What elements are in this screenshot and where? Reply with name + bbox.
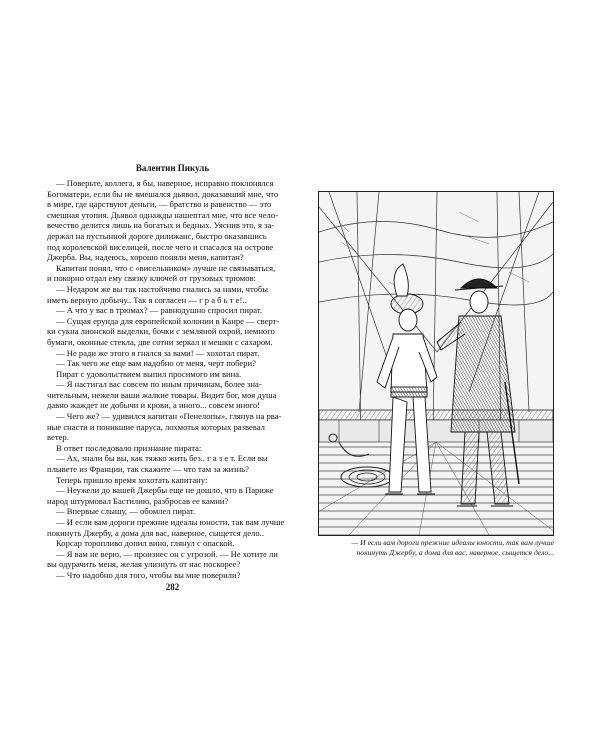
caption-line: покинуть Джербу, а дома для вас, наверное, сыщется дело... (356, 548, 554, 557)
text-line: Богоматери, если бы не вмешался дьявол, доказавший мне, что (47, 188, 279, 199)
text-line: покинуть Джербу, а дома для вас, наверное, сыщется дело.. (47, 527, 264, 538)
text-line: под королевской виселицей, после чего и спасался на острове (47, 241, 274, 252)
text-line: вечество делится лишь на богатых и бедных. Уяснив это, я за- (47, 220, 275, 231)
text-line: Джерба. Вы, надеюсь, хорошо поняли меня, капитан? (47, 252, 244, 263)
text-line: ки сукна лионской выделки, бочки с земляной охрой, немного (47, 326, 275, 337)
text-line: — Впервые слышу, — обомлел пират. (56, 506, 196, 517)
ship-deck-illustration (318, 191, 554, 536)
text-line: ные снасти и поникшие паруса, лохмотья которых развевал (47, 421, 265, 432)
body-text (47, 178, 298, 581)
text-line: ветер. (47, 432, 69, 443)
text-line: плывете из Франции, так скажите — что там за жизнь? (47, 464, 249, 475)
text-line: — Сущая ерунда для европейской колонии в Канре — сверт- (56, 315, 280, 326)
text-line: смешная утопия. Дьявол однажды нашептал мне, что все чело- (47, 209, 278, 220)
text-line: — Я настигал вас совсем по иным причинам, более зна- (56, 379, 262, 390)
text-line: и покорно отдал ему связку ключей от грузовых трюмов: (47, 273, 256, 284)
page-number: 282 (165, 582, 180, 592)
illustration-caption (318, 538, 554, 558)
text-line: — Что надобно для того, чтобы вы мне поверили? (56, 569, 241, 580)
text-line: Корсар торопливо допил вино, глянул с опаской. (56, 538, 235, 549)
running-head: Валентин Пикуль (135, 163, 210, 173)
text-line: — Не ради же этого я гнался за вами! — хохотал пират. (56, 347, 260, 358)
text-line: — Неужели до вашей Джербы еще не дошло, что в Париже (56, 485, 274, 496)
text-line: чительным, нежели ваши жалкие товары. Видит бог, моя душа (47, 389, 277, 400)
text-line: вы одурачить меня, желая улизнуть от нас поскорее? (47, 559, 241, 570)
text-line: — Чего же? — удивился капитан «Пенелопы», глянув на рва- (56, 411, 282, 422)
text-line: давно жаждет не добычи и крови, а иного... совсем иного! (47, 400, 261, 411)
text-line: в мире, где царствуют деньги, — братство и равенство — это (47, 199, 272, 210)
text-line: — Я вам не верю, — произнес он с угрозой. — Не хотите ли (56, 548, 278, 559)
text-line: — Поверьте, коллега, я бы, наверное, исправно поклонялся (56, 178, 274, 188)
text-line: — И если вам дороги прежние идеалы юности, так вам лучше (56, 517, 285, 527)
text-line: иметь верную добычу.. Так я согласен — г р а б ь т е!.. (47, 294, 247, 305)
text-line: народ штурмовал Бастилию, разбросав ее камни? (47, 495, 229, 506)
text-line: — Ах, знали бы вы, как тяжко жить без.. г а з е т. Если вы (56, 453, 268, 464)
text-line: Пират с удовольствием выпил просимого им вина. (56, 368, 242, 379)
text-line: бумаги, оконные стекла, две сотни зеркал и мешки с сахаром. (47, 336, 273, 347)
engraving-drawing (319, 192, 553, 535)
caption-line: — И если вам дороги прежние идеалы юности, так вам лучше (351, 538, 554, 547)
text-line: В ответ последовало признание пирата: (56, 442, 202, 453)
text-line: — А что у вас в трюмах? — равнодушно спросил пират. (56, 305, 263, 316)
text-line: — Недаром же вы так настойчиво гнались за нами, чтобы (56, 283, 269, 294)
text-line: Капитан понял, что с «висельником» лучше не связываться, (56, 262, 276, 273)
text-line: — Так чего же еще вам надобно от меня, черт побери? (56, 358, 256, 369)
text-line: держал на пустынной дороге дилижанс, быстро оказавшись (47, 230, 267, 241)
text-line: Теперь пришло время хохотать капитану: (56, 474, 208, 485)
